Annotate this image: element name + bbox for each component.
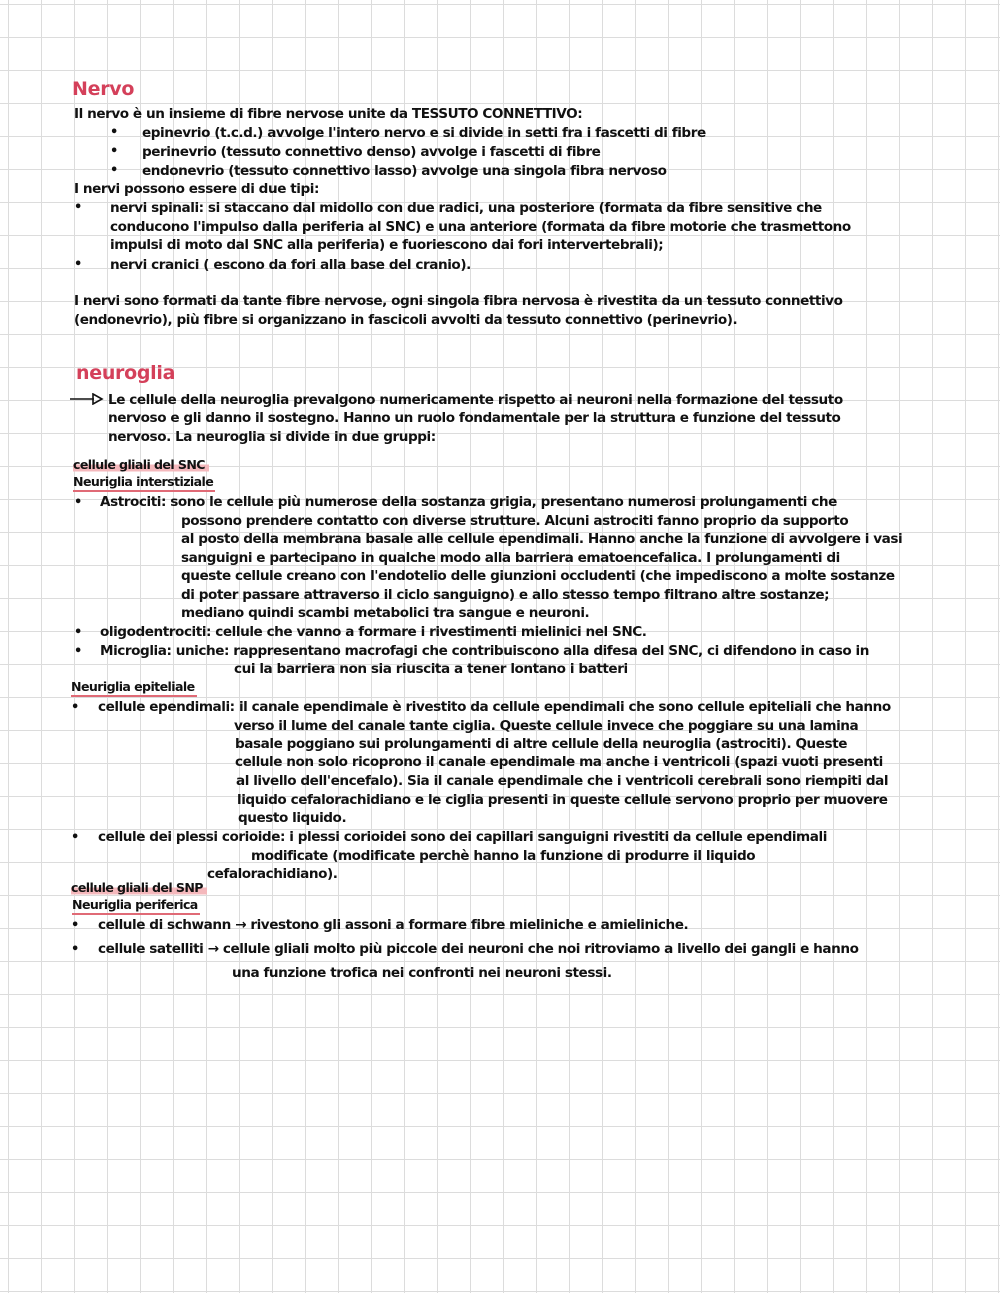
ependimali-line-6: liquido cefalorachidiano e le ciglia presenti in queste cellule servono proprio per muovere — [237, 792, 888, 808]
bullet-icon: • — [71, 942, 80, 957]
section-title-nervo: Nervo — [72, 78, 135, 100]
plessi-line-3: cefalorachidiano). — [207, 866, 338, 882]
bullet-icon: • — [110, 144, 119, 159]
heading-interstitial: Neuriglia interstiziale — [73, 474, 215, 492]
spinal-line-2: conducono l'impulso dalla periferia al SNC) e una anteriore (formata da fibre motorie che trasmettono — [110, 219, 851, 235]
summary-line-2: (endonevrio), più fibre si organizzano in fascicoli avvolti da tessuto connettivo (perinevrio). — [74, 312, 738, 328]
arrow-right-icon — [70, 393, 104, 405]
ependimali-line-5: al livello dell'encefalo). Sia il canale ependimale che i ventricoli cerebrali sono riempiti dal — [236, 773, 889, 789]
ependimali-line-1: cellule ependimali: il canale ependimale è rivestito da cellule ependimali che sono cellule epiteliali che hanno — [98, 699, 891, 715]
astrociti-line-6: di poter passare attraverso il ciclo sanguigno) e allo stesso tempo filtrano altre sostanze; — [181, 587, 830, 603]
neuroglia-intro-2: nervoso e gli danno il sostegno. Hanno un ruolo fondamentale per la struttura e funzione del tessuto — [108, 410, 841, 426]
neuroglia-intro-3: nervoso. La neuroglia si divide in due gruppi: — [108, 429, 436, 445]
oligodendrociti-line: oligodentrociti: cellule che vanno a formare i rivestimenti mielinici nel SNC. — [100, 624, 647, 640]
layer-epinevrio: epinevrio (t.c.d.) avvolge l'intero nervo e si divide in setti fra i fascetti di fibre — [142, 125, 706, 141]
summary-line-1: I nervi sono formati da tante fibre nervose, ogni singola fibra nervosa è rivestita da un tessuto connettivo — [74, 293, 843, 309]
astrociti-line-1: Astrociti: sono le cellule più numerose della sostanza grigia, presentano numerosi prolungamenti che — [100, 494, 837, 510]
astrociti-line-5: queste cellule creano con l'endotelio delle giunzioni occludenti (che impediscono a molte sostanze — [181, 568, 895, 584]
heading-snp: cellule gliali del SNP — [71, 880, 207, 896]
satelliti-line-2: una funzione trofica nei confronti nei neuroni stessi. — [232, 965, 612, 981]
neuroglia-intro-1: Le cellule della neuroglia prevalgono numericamente rispetto ai neuroni nella formazione del tessuto — [108, 392, 843, 408]
heading-epithelial: Neuriglia epiteliale — [71, 679, 197, 697]
astrociti-line-4: sanguigni e partecipano in qualche modo alla barriera ematoencefalica. I prolungamenti di — [181, 550, 840, 566]
bullet-icon: • — [74, 625, 83, 640]
microglia-line-1: Microglia: uniche: rappresentano macrofagi che contribuiscono alla difesa del SNC, ci difendono in caso in — [100, 643, 869, 659]
bullet-icon: • — [74, 257, 83, 272]
layer-perinevrio: perinevrio (tessuto connettivo denso) avvolge i fascetti di fibre — [142, 144, 601, 160]
ependimali-line-4: cellule non solo ricoprono il canale ependimale ma anche i ventricoli (spazi vuoti presenti — [235, 754, 883, 770]
spinal-line-1: nervi spinali: si staccano dal midollo con due radici, una posteriore (formata da fibre sensitive che — [110, 200, 822, 216]
bullet-icon: • — [110, 125, 119, 140]
bullet-icon: • — [71, 830, 80, 845]
heading-peripheral: Neuriglia periferica — [72, 897, 200, 915]
bullet-icon: • — [74, 495, 83, 510]
nervo-intro: Il nervo è un insieme di fibre nervose unite da TESSUTO CONNETTIVO: — [74, 106, 583, 122]
astrociti-line-3: al posto della membrana basale alle cellule ependimali. Hanno anche la funzione di avvolgere i vasi — [181, 531, 903, 547]
cranial-line: nervi cranici ( escono da fori alla base del cranio). — [110, 257, 471, 273]
ependimali-line-3: basale poggiano sui prolungamenti di altre cellule della neuroglia (astrociti). Queste — [235, 736, 848, 752]
astrociti-line-7: mediano quindi scambi metabolici tra sangue e neuroni. — [181, 605, 590, 621]
microglia-line-2: cui la barriera non sia riuscita a tener lontano i batteri — [234, 661, 628, 677]
satelliti-line-1: cellule satelliti → cellule gliali molto più piccole dei neuroni che noi ritroviamo a livello dei gangli e hanno — [98, 941, 859, 957]
section-title-neuroglia: neuroglia — [76, 362, 176, 384]
bullet-icon: • — [71, 918, 80, 933]
bullet-icon: • — [74, 200, 83, 215]
schwann-line: cellule di schwann → rivestono gli assoni a formare fibre mieliniche e amieliniche. — [98, 917, 689, 933]
bullet-icon: • — [71, 700, 80, 715]
ependimali-line-2: verso il lume del canale tante ciglia. Queste cellule invece che poggiare su una lamina — [234, 718, 859, 734]
heading-snc: cellule gliali del SNC — [73, 457, 209, 473]
plessi-line-2: modificate (modificate perchè hanno la funzione di produrre il liquido — [251, 848, 756, 864]
spinal-line-3: impulsi di moto dal SNC alla periferia) e fuoriescono dai fori intervertebrali); — [110, 237, 664, 253]
ependimali-line-7: questo liquido. — [238, 810, 347, 826]
types-intro: I nervi possono essere di due tipi: — [74, 181, 319, 197]
plessi-line-1: cellule dei plessi corioide: i plessi corioidei sono dei capillari sanguigni rivestiti da cellule ependimali — [98, 829, 827, 845]
bullet-icon: • — [110, 163, 119, 178]
bullet-icon: • — [74, 644, 83, 659]
astrociti-line-2: possono prendere contatto con diverse strutture. Alcuni astrociti fanno proprio da supporto — [181, 513, 849, 529]
layer-endonevrio: endonevrio (tessuto connettivo lasso) avvolge una singola fibra nervoso — [142, 163, 667, 179]
